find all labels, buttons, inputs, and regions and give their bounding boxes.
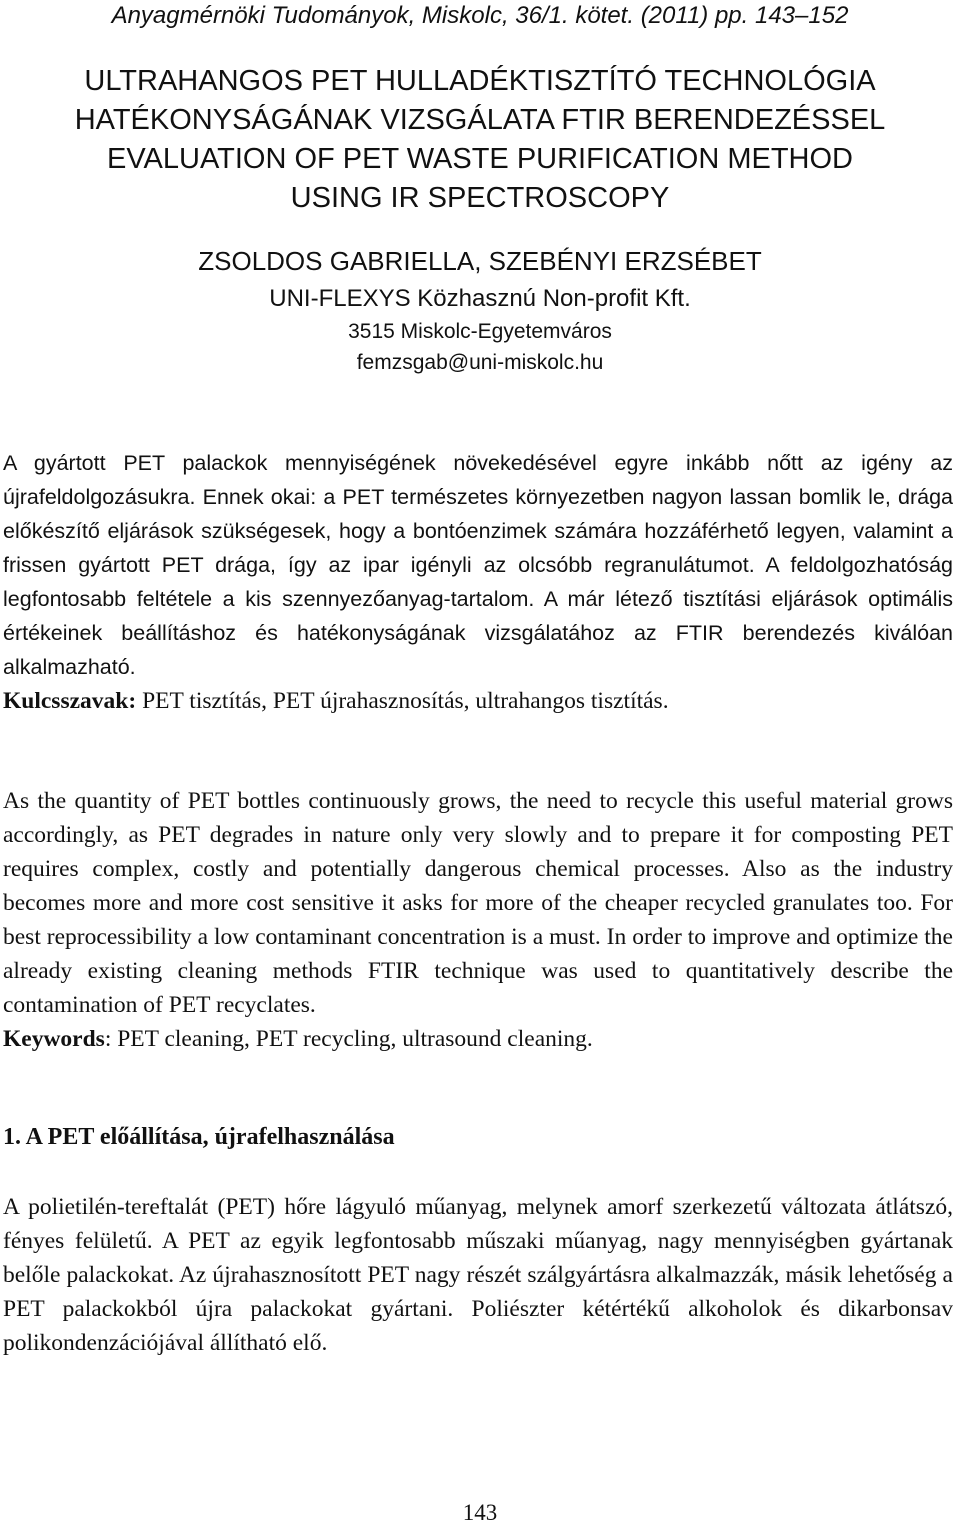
journal-header: Anyagmérnöki Tudományok, Miskolc, 36/1. kötet. (2011) pp. 143–152 (111, 2, 849, 29)
keywords-en: : PET cleaning, PET recycling, ultrasound cleaning. (104, 1026, 593, 1052)
section-1-heading: 1. A PET előállítása, újrafelhasználása (3, 1124, 395, 1150)
paper-title (0, 62, 960, 218)
affiliation (0, 282, 960, 378)
keywords-hu: PET tisztítás, PET újrahasznosítás, ultrahangos tisztítás. (136, 688, 669, 714)
keywords-hu-label: Kulcsszavak: (3, 688, 137, 714)
abstract-en (3, 784, 953, 1056)
author-email: femzsgab@uni-miskolc.hu (356, 351, 604, 374)
title-en-line-1: EVALUATION OF PET WASTE PURIFICATION METHOD (107, 143, 853, 175)
abstract-hu-text: A gyártott PET palackok mennyiségének növekedésével egyre inkább nőtt az igény az újrafeldolgozásukra. Ennek okai: a PET természetes környezetben nagyon lassan bomlik le, drága előkészítő eljárások szükségesek, hogy a bontóenzimek számára hozzáférhető legyen, valamint a frissen gyártott PET drága, így az ipar igényli az olcsóbb regranulátumot. A feldolgozhatóság legfontosabb feltétele a kis szennyezőanyag-tartalom. A már létező tisztítási eljárások optimális értékeinek beállításhoz és hatékonyságának vizsgálatához az FTIR berendezés kiválóan alkalmazható. (3, 451, 953, 679)
title-hu-line-1: ULTRAHANGOS PET HULLADÉKTISZTÍTÓ TECHNOLÓGIA (84, 65, 876, 97)
section-1-body: A polietilén-tereftalát (PET) hőre lágyuló műanyag, melynek amorf szerkezetű változata átlátszó, fényes felületű. A PET az egyik legfontosabb műszaki műanyag, nagy mennyiségben gyártanak belőle palackokat. Az újrahasznosított PET nagy részét szálgyártásra alkalmazzák, másik lehetőség a PET palackokból újra palackokat gyártani. Poliészter kétértékű alkoholok és dikarbonsav polikondenzációjával állítható elő. (3, 1194, 953, 1356)
title-hu-line-2: HATÉKONYSÁGÁNAK VIZSGÁLATA FTIR BERENDEZÉSSEL (74, 104, 886, 136)
abstract-hu (3, 446, 953, 718)
affiliation-organization: UNI-FLEXYS Közhasznú Non-profit Kft. (269, 285, 691, 312)
page-number: 143 (462, 1500, 498, 1525)
abstract-en-text: As the quantity of PET bottles continuously grows, the need to recycle this useful material grows accordingly, as PET degrades in nature only very slowly and to prepare it for composting PET requires complex, costly and potentially dangerous chemical processes. Also as the industry becomes more and more cost sensitive it asks for more of the cheaper recycled granulates too. For best reprocessibility a low contaminant concentration is a must. In order to improve and optimize the already existing cleaning methods FTIR technique was used to quantitatively describe the contamination of PET recyclates. (3, 788, 953, 1018)
title-en-line-2: USING IR SPECTROSCOPY (290, 182, 670, 214)
affiliation-address: 3515 Miskolc-Egyetemváros (348, 320, 612, 343)
keywords-en-label: Keywords (3, 1026, 105, 1052)
authors: ZSOLDOS GABRIELLA, SZEBÉNYI ERZSÉBET (198, 246, 762, 276)
